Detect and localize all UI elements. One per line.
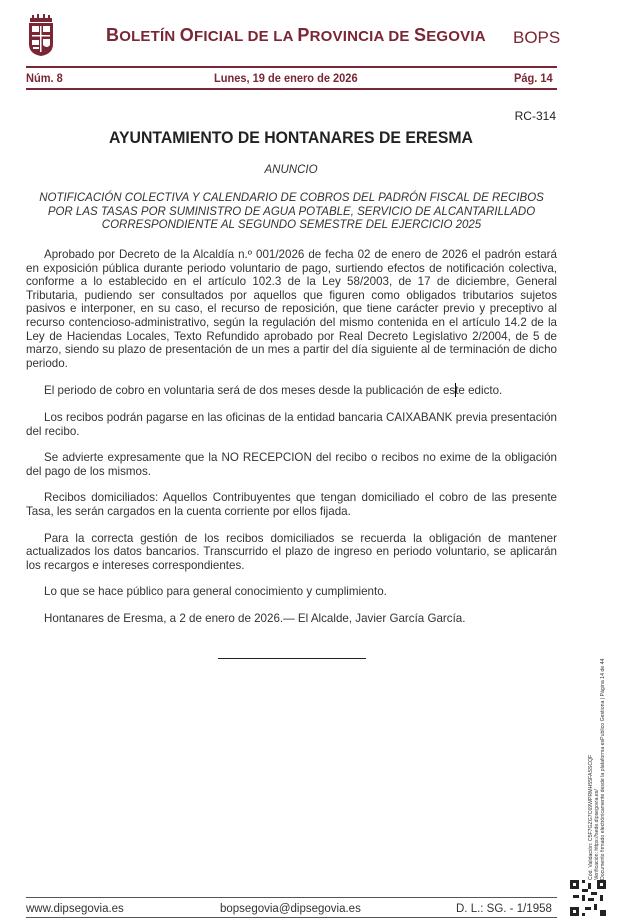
verification-link[interactable]: Verificación: https://sede.dipsegovia.es/ [594,789,600,880]
issue-date: Lunes, 19 de enero de 2026 [214,71,358,85]
signature-divider [218,658,366,659]
signature-note: Documento firmado electrónicamente desde la plataforma esPublico Gestiona | Página 14 de 44 [600,658,606,880]
footer-website-link[interactable]: www.dipsegovia.es [26,903,124,915]
bulletin-title [106,25,486,46]
paragraph: Lo que se hace público para general conocimiento y cumplimiento. [44,585,387,599]
paragraph: Aprobado por Decreto de la Alcaldía n.º 001/2026 de fecha 02 de enero de 2026 el padrón estará en exposición pública durante periodo voluntario de pago, surtiendo efectos de notificación colectiva, conforme a lo establecido en el artículo 102.3 de la Ley 58/2003, de 17 de diciembre, General Tributaria, pudiendo ser consultados por aquellos que figuren como obligados tributarios sujetos pasivos e interponer, en su caso, el recurso de reposición, que tiene carácter previo y preceptivo al recurso contencioso-administrativo, según la regulación del mismo contenida en el artículo 14.2 de la Ley de Haciendas Locales, Texto Refundido aprobado por Real Decreto Legislativo 2/2004, de 5 de marzo, siendo su plazo de presentación de un mes a partir del día siguiente al de terminación de dicho periodo. [26,248,557,370]
title-part: EGOVIA [426,28,486,45]
issue-number: Núm. 8 [26,71,63,85]
paragraph [26,383,557,398]
bulletin-abbrev: BOPS [513,28,561,47]
qr-code-icon [570,880,606,916]
title-part: S [414,25,427,45]
side-stamp [588,659,606,880]
title-part: B [106,25,120,45]
header-rule-top [26,66,557,68]
notice-type: ANUNCIO [264,164,318,176]
footer-rule-top [26,897,557,898]
notice-body [26,248,557,638]
coat-of-arms-icon [26,14,56,56]
title-part: ROVINCIA DE [309,28,414,45]
title-part: OLETÍN [119,28,180,45]
notice-subtitle: NOTIFICACIÓN COLECTIVA Y CALENDARIO DE COBROS DEL PADRÓN FISCAL DE RECIBOS POR LAS TASAS POR SUMINISTRO DE AGUA POTABLE, SERVICIO DE ALCANTARILLADO CORRESPONDIENTE AL SEGUNDO SEMESTRE DEL EJERCICIO 2025 [39,192,544,231]
paragraph: Para la correcta gestión de los recibos domiciliados se recuerda la obligación de mantener actualizados los datos bancarios. Transcurrido el plazo de ingreso en periodo voluntario, se aplicarán los recargos e intereses correspondientes. [26,531,557,572]
page-number: Pág. 14 [514,71,553,85]
reference-code: RC-314 [514,109,556,123]
organization-title: AYUNTAMIENTO DE HONTANARES DE ERESMA [109,128,473,147]
title-part: O [179,25,194,45]
paragraph-text: te edicto. [455,384,503,398]
legal-deposit: D. L.: SG. - 1/1958 [456,903,552,915]
footer-email-link[interactable]: bopsegovia@dipsegovia.es [220,903,361,915]
signature-paragraph: Hontanares de Eresma, a 2 de enero de 2026.— El Alcalde, Javier García García. [44,611,466,625]
footer-rule-bottom [26,917,557,918]
header-rule-bottom [26,88,557,90]
paragraph: Recibos domiciliados: Aquellos Contribuyentes que tengan domiciliado el cobro de las presente Tasa, les serán cargados en la cuenta corriente por ellos fijada. [26,491,557,518]
title-part: P [297,25,310,45]
paragraph: Los recibos podrán pagarse en las oficinas de la entidad bancaria CAIXABANK previa presentación del recibo. [26,410,557,438]
title-part: FICIAL DE LA [193,28,298,45]
paragraph-text: El periodo de cobro en voluntaria será de dos meses desde la publicación de es [44,384,456,398]
validation-code: Cód. Validación: C5F7GZG7C69WPRMH55FASSCQF [588,754,594,880]
paragraph: Se advierte expresamente que la NO RECEPCION del recibo o recibos no exime de la obligación del pago de los mismos. [26,451,557,478]
